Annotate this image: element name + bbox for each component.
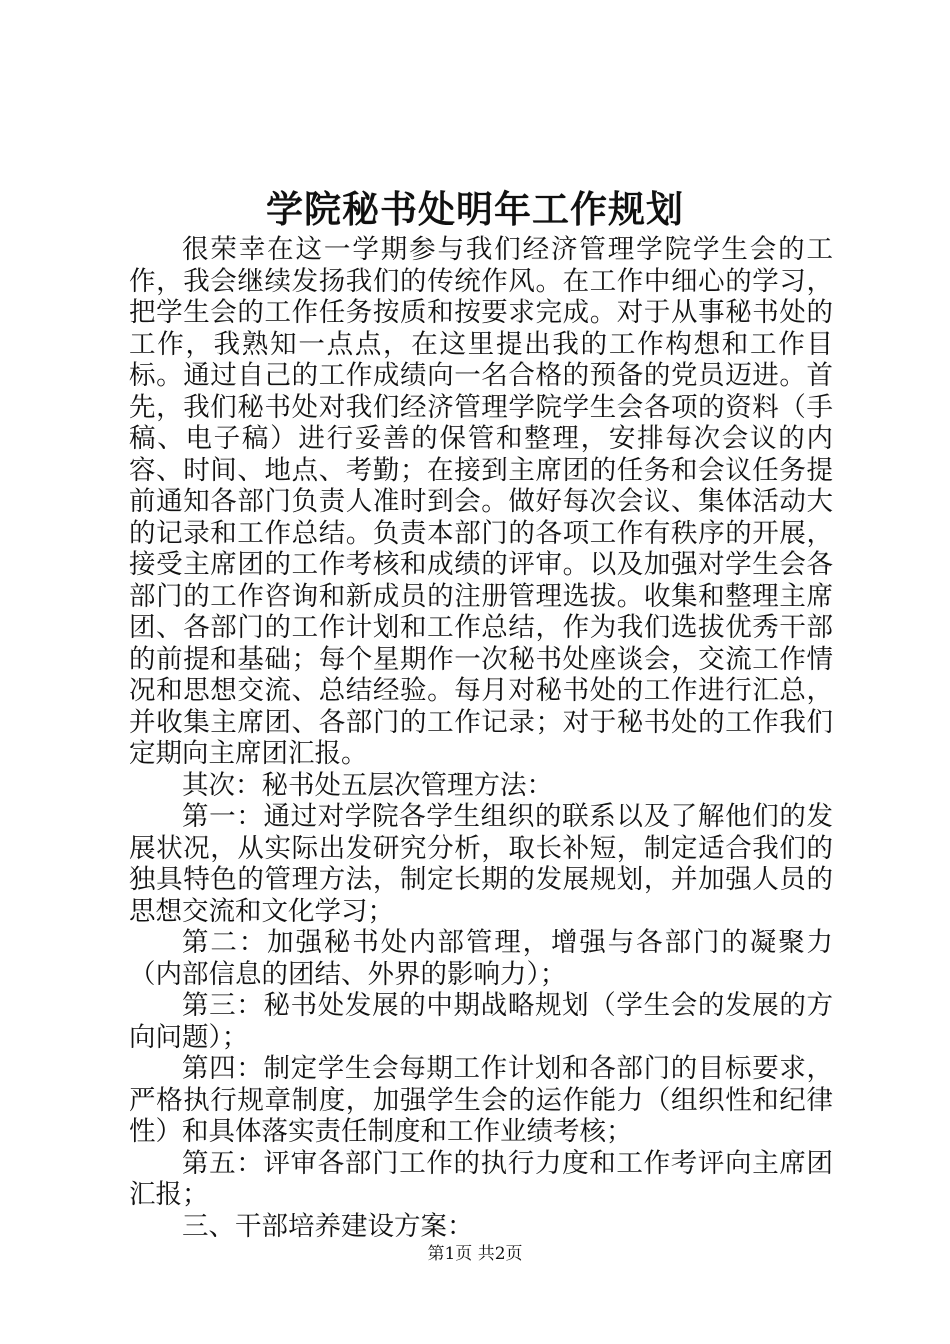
paragraph-management-heading: 其次：秘书处五层次管理方法：	[182, 769, 553, 801]
paragraph-item-3: 第三：秘书处发展的中期战略规划（学生会的发展的方向问题）；	[129, 990, 833, 1053]
page-footer: 第1页 共2页	[427, 1244, 523, 1264]
paragraph-item-1: 第一：通过对学院各学生组织的联系以及了解他们的发展状况，从实际出发研究分析，取长补短，制定适合我们的独具特色的管理方法，制定长期的发展规划，并加强人员的思想交流和文化学习；	[129, 801, 833, 927]
paragraph-item-5: 第五：评审各部门工作的执行力度和工作考评向主席团汇报；	[129, 1147, 833, 1210]
paragraph-item-2: 第二：加强秘书处内部管理，增强与各部门的凝聚力（内部信息的团结、外界的影响力）；	[129, 927, 833, 990]
paragraph-section-3-heading: 三、干部培养建设方案：	[182, 1210, 474, 1242]
document-body	[129, 234, 833, 1242]
paragraph-intro: 很荣幸在这一学期参与我们经济管理学院学生会的工作，我会继续发扬我们的传统作风。在工作中细心的学习，把学生会的工作任务按质和按要求完成。对于从事秘书处的工作，我熟知一点点，在这里提出我的工作构想和工作目标。通过自己的工作成绩向一名合格的预备的党员迈进。首先，我们秘书处对我们经济管理学院学生会各项的资料（手稿、电子稿）进行妥善的保管和整理，安排每次会议的内容、时间、地点、考勤；在接到主席团的任务和会议任务提前通知各部门负责人准时到会。做好每次会议、集体活动大的记录和工作总结。负责本部门的各项工作有秩序的开展，接受主席团的工作考核和成绩的评审。以及加强对学生会各部门的工作咨询和新成员的注册管理选拔。收集和整理主席团、各部门的工作计划和工作总结，作为我们选拔优秀干部的前提和基础；每个星期作一次秘书处座谈会，交流工作情况和思想交流、总结经验。每月对秘书处的工作进行汇总，并收集主席团、各部门的工作记录；对于秘书处的工作我们定期向主席团汇报。	[129, 234, 833, 769]
paragraph-item-4: 第四：制定学生会每期工作计划和各部门的目标要求，严格执行规章制度，加强学生会的运作能力（组织性和纪律性）和具体落实责任制度和工作业绩考核；	[129, 1053, 833, 1147]
document-title: 学院秘书处明年工作规划	[266, 187, 684, 231]
